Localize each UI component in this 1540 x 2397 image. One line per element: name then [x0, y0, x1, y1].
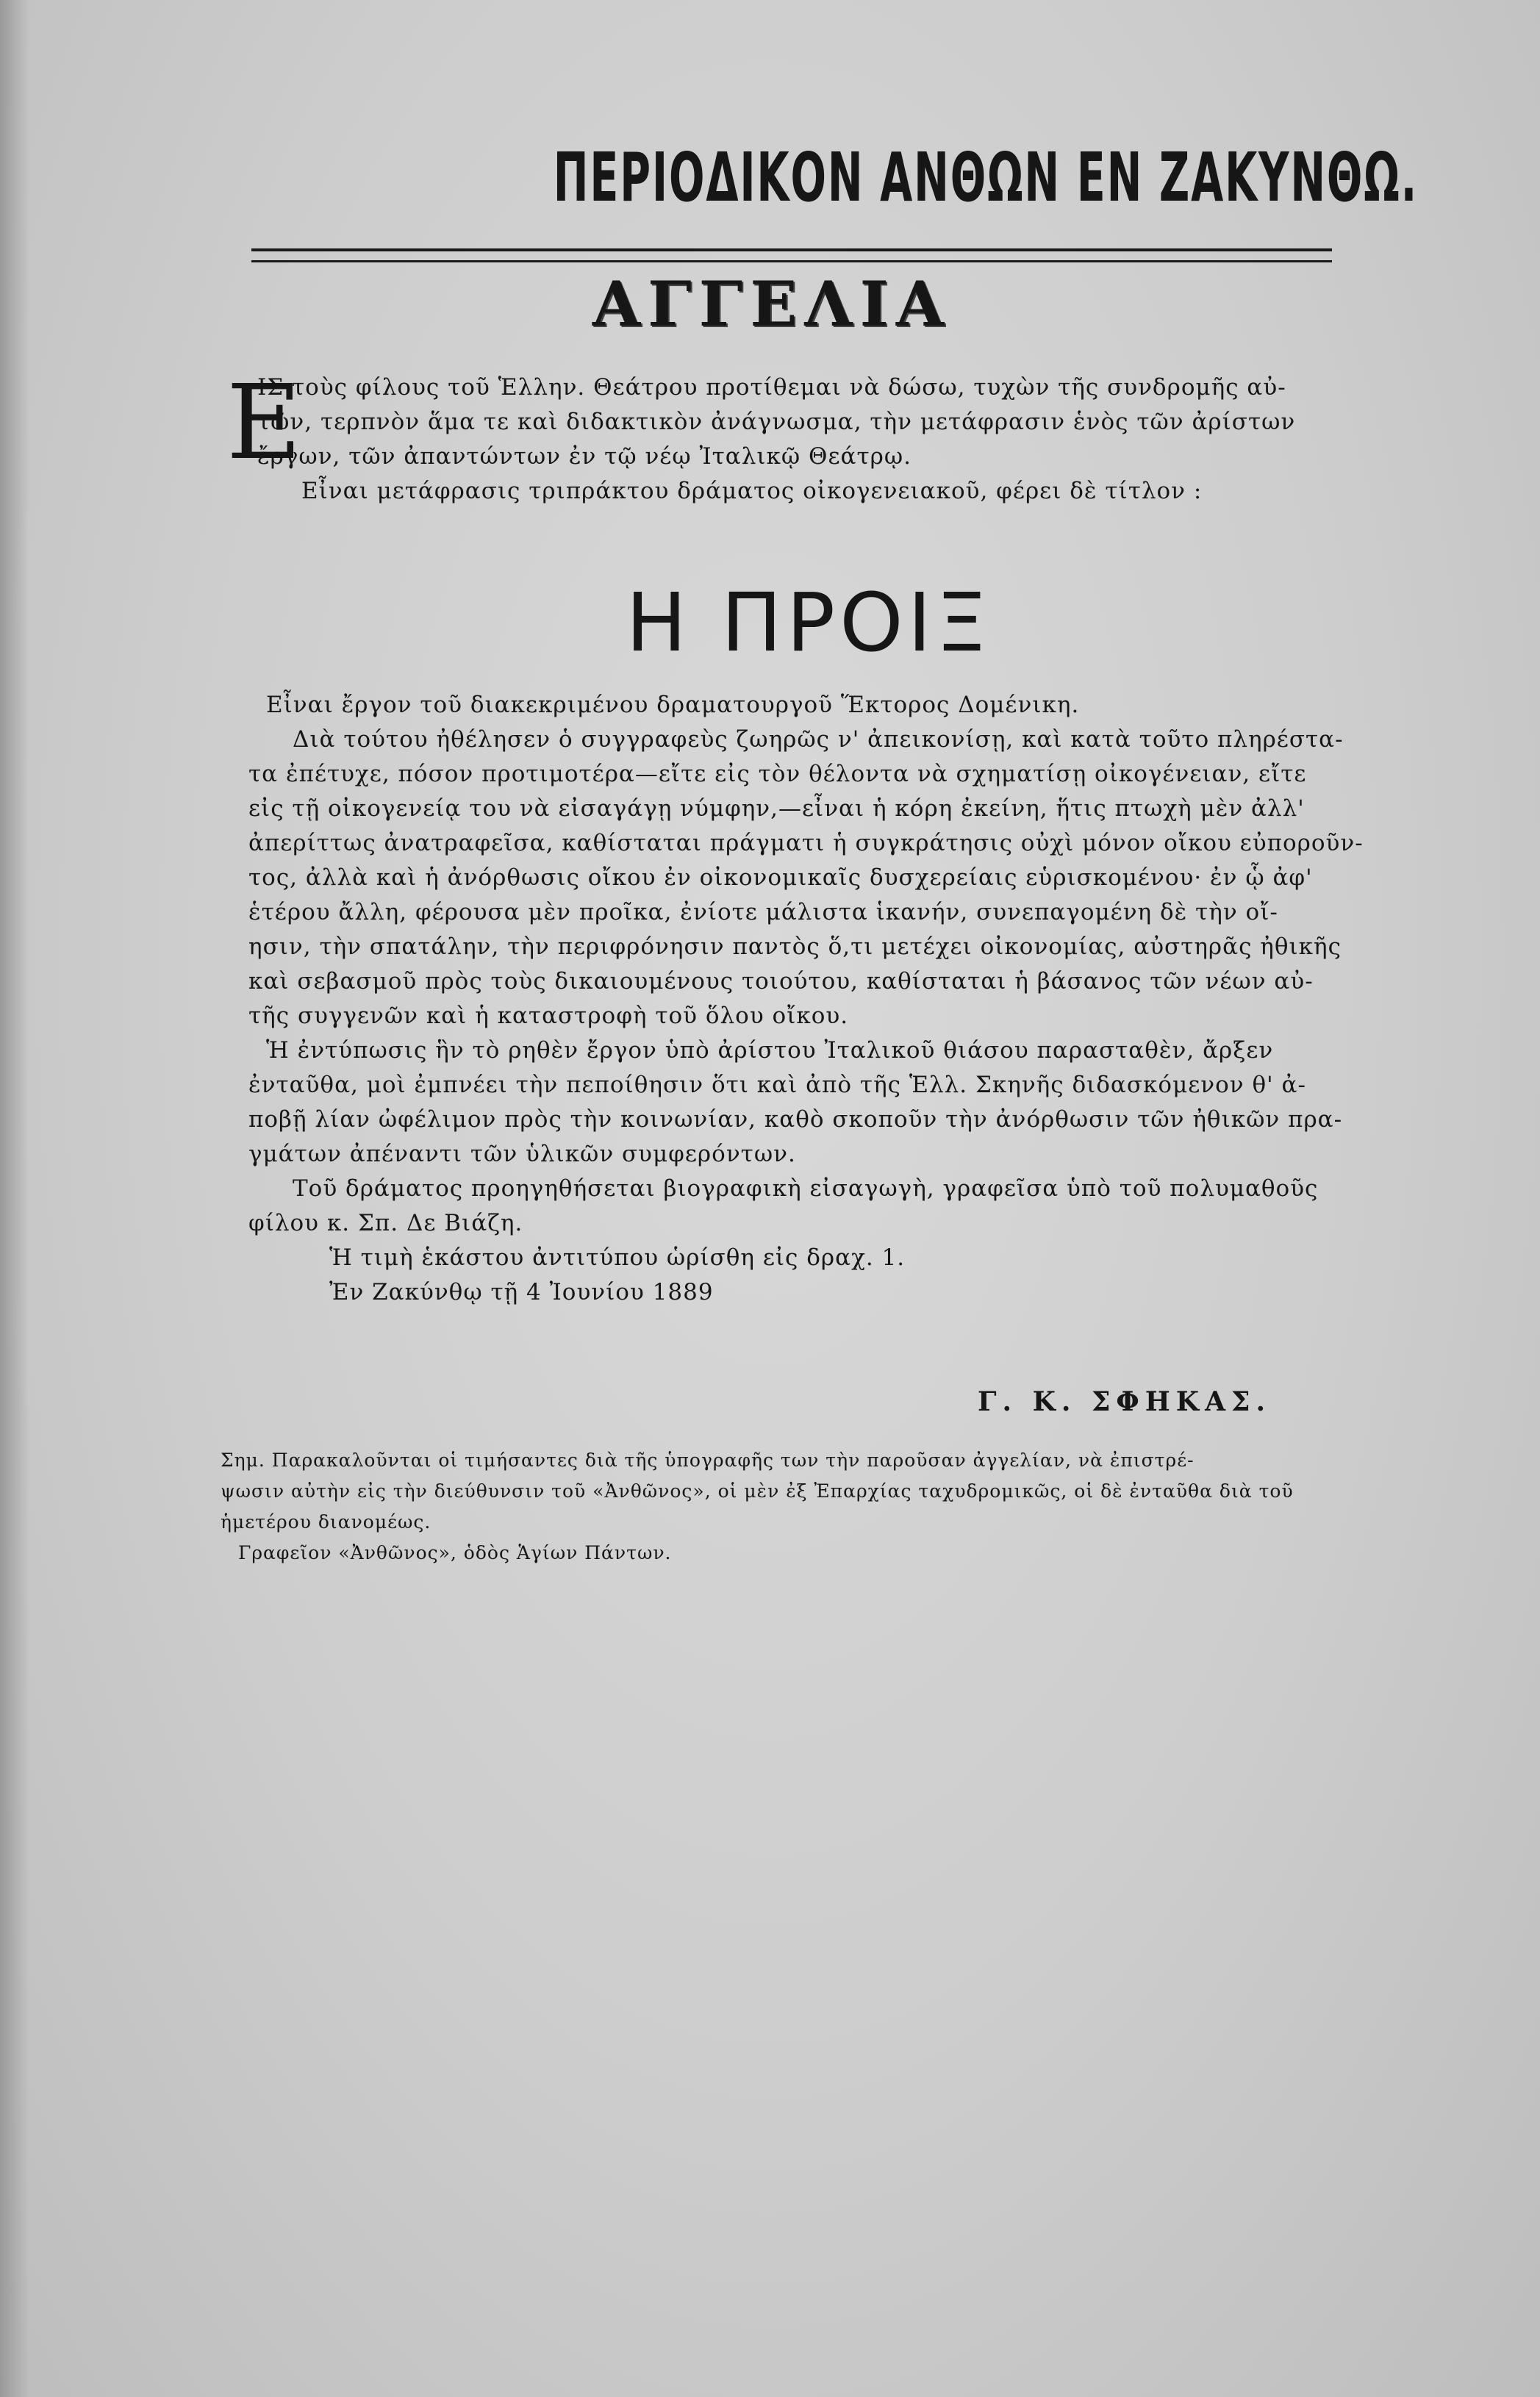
body-line: ἐνταῦθα, μοὶ ἐμπνέει τὴν πεποίθησιν ὅτι καὶ ἀπὸ τῆς Ἑλλ. Σκηνῆς διδασκόμενον θ' ἀ-	[248, 1072, 1306, 1098]
body-line: Διὰ τούτου ἠθέλησεν ὁ συγγραφεὺς ζωηρῶς ν' ἀπεικονίσῃ, καὶ κατὰ τοῦτο πληρέστα-	[293, 726, 1344, 753]
date-line: Ἐν Ζακύνθῳ τῇ 4 Ἰουνίου 1889	[329, 1279, 714, 1305]
page-edge-shadow	[0, 0, 29, 2397]
body-line: τῆς συγγενῶν καὶ ἡ καταστροφὴ τοῦ ὅλου οἴκου.	[248, 1003, 849, 1029]
body-text	[248, 688, 1380, 1310]
intro-line: Εἶναι μετάφρασις τριπράκτου δράματος οἰκογενειακοῦ, φέρει δὲ τίτλον :	[301, 478, 1203, 504]
play-title: Η ΠΡΟΙΞ	[626, 576, 992, 670]
signature: Γ. Κ. ΣΦΗΚΑΣ.	[978, 1386, 1272, 1417]
body-line: τος, ἀλλὰ καὶ ἡ ἀνόρθωσις οἴκου ἐν οἰκονομικαῖς δυσχερείαις εὑρισκομένου· ἐν ᾧ ἀφ'	[248, 864, 1313, 891]
body-line: Ἡ τιμὴ ἑκάστου ἀντιτύπου ὡρίσθη εἰς δραχ. 1.	[329, 1244, 906, 1271]
intro-line: ΙΣ τοὺς φίλους τοῦ Ἑλλην. Θεάτρου προτίθεμαι νὰ δώσω, τυχὼν τῆς συνδρομῆς αὐ-	[257, 374, 1286, 401]
note-line: Γραφεῖον «Ἀνθῶνος», ὁδὸς Ἁγίων Πάντων.	[238, 1542, 672, 1563]
intro-line: ἔργων, τῶν ἀπαντώντων ἐν τῷ νέῳ Ἰταλικῷ Θεάτρῳ.	[257, 443, 912, 470]
body-line: ἀπερίττως ἀνατραφεῖσα, καθίσταται πράγματι ἡ συγκράτησις οὐχὶ μόνον οἴκου εὐπορoῦν-	[248, 830, 1364, 856]
intro-paragraph	[257, 370, 1367, 509]
footnote	[221, 1445, 1367, 1569]
body-line: ποβῇ λίαν ὠφέλιμον πρὸς τὴν κοινωνίαν, καθὸ σκοποῦν τὴν ἀνόρθωσιν τῶν ἠθικῶν πρα-	[248, 1106, 1343, 1133]
drop-cap: Ε	[226, 363, 302, 483]
note-line: Σημ. Παρακαλοῦνται οἱ τιμήσαντες διὰ τῆς ὑπογραφῆς των τὴν παροῦσαν ἀγγελίαν, νὰ ἐπιστρέ-	[221, 1450, 1195, 1471]
intro-line: τῶν, τερπνὸν ἅμα τε καὶ διδακτικὸν ἀνάγνωσμα, τὴν μετάφρασιν ἑνὸς τῶν ἀρίστων	[257, 409, 1296, 435]
body-line: καὶ σεβασμοῦ πρὸς τοὺς δικαιουμένους τοιούτου, καθίσταται ἡ βάσανος τῶν νέων αὐ-	[248, 968, 1314, 995]
body-line: ησιν, τὴν σπατάλην, τὴν περιφρόνησιν παντὸς ὅ,τι μετέχει οἰκονομίας, αὐστηρᾶς ἠθικῆς	[248, 934, 1342, 960]
masthead-title: ΠΕΡΙΟΔΙΚΟΝ ΑΝΘΩΝ ΕΝ ΖΑΚΥΝΘΩ.	[553, 138, 1419, 217]
announcement-heading: ΑΓΓΕΛΙΑ	[592, 268, 952, 340]
body-line: Εἶναι ἔργον τοῦ διακεκριμένου δραματουργοῦ Ἕκτορος Δομένικη.	[266, 692, 1080, 718]
body-line: Ἡ ἐντύπωσις ἣν τὸ ρηθὲν ἔργον ὑπὸ ἀρίστου Ἰταλικοῦ θιάσου παρασταθὲν, ἄρξεν	[266, 1037, 1274, 1064]
body-line: Τοῦ δράματος προηγηθήσεται βιογραφικὴ εἰσαγωγὴ, γραφεῖσα ὑπὸ τοῦ πολυμαθοῦς	[293, 1175, 1319, 1202]
body-line: ἑτέρου ἄλλη, φέρουσα μὲν προῖκα, ἐνίοτε μάλιστα ἱκανήν, συνεπαγομένη δὲ τὴν οἴ-	[248, 899, 1278, 925]
body-line: τα ἐπέτυχε, πόσον προτιμοτέρα—εἴτε εἰς τὸν θέλοντα νὰ σχηματίσῃ οἰκογένειαν, εἴτε	[248, 761, 1307, 787]
body-line: γμάτων ἀπέναντι τῶν ὑλικῶν συμφερόντων.	[248, 1141, 796, 1167]
note-line: ψωσιν αὐτὴν εἰς τὴν διεύθυνσιν τοῦ «Ἀνθῶνος», οἱ μὲν ἐξ Ἐπαρχίας ταχυδρομικῶς, οἱ δὲ ἐνταῦθα διὰ τοῦ ἡμετέρου διανομέως.	[221, 1480, 1294, 1533]
body-line: εἰς τῇ οἰκογενείᾳ του νὰ εἰσαγάγῃ νύμφην,—εἶναι ἡ κόρη ἐκείνη, ἥτις πτωχὴ μὲν ἀλλ'	[248, 795, 1305, 822]
masthead-rule	[251, 248, 1332, 262]
body-line: φίλου κ. Σπ. Δε Βιάζη.	[248, 1210, 523, 1236]
